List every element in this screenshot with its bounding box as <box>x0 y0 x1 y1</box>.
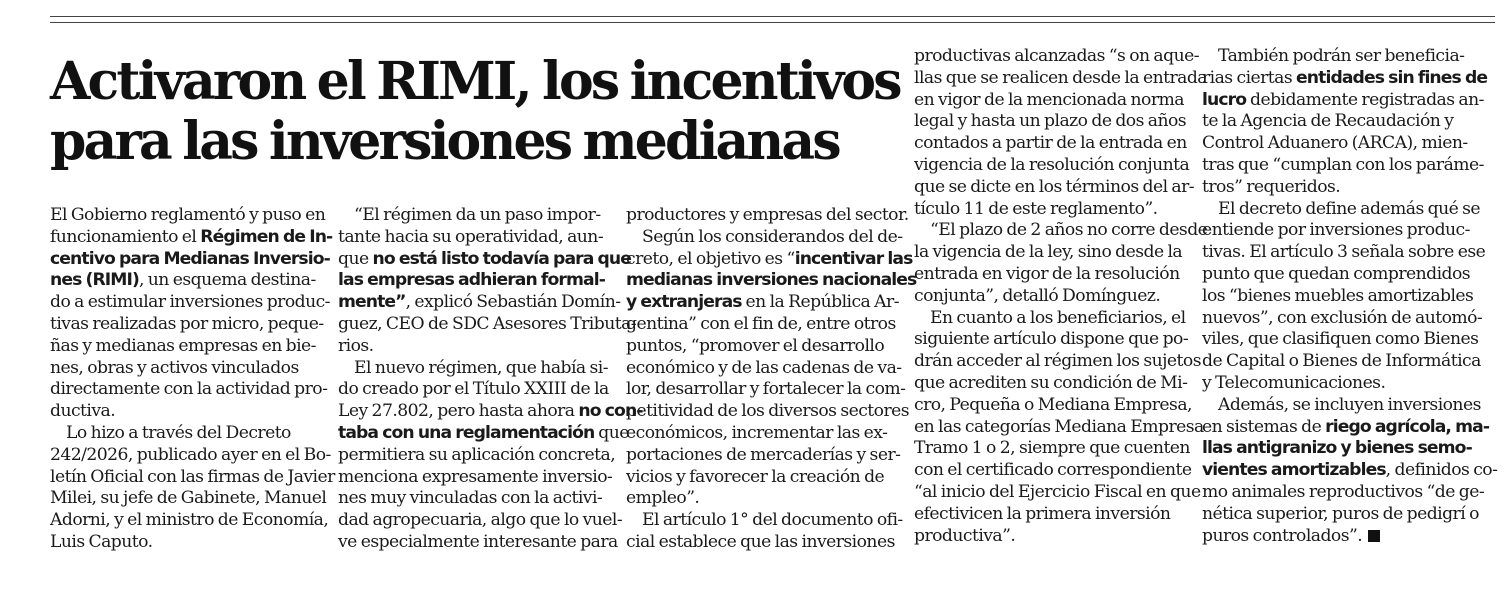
text-run: cro, Pequeña o Mediana Empresa, <box>914 394 1192 415</box>
text-line <box>338 423 643 445</box>
text-run: do creado por el Título XXIII de la <box>338 379 609 400</box>
text-line <box>1202 133 1497 155</box>
text-run: entrada en vigor de la resolución <box>914 263 1180 284</box>
text-run: productores y empresas del sector. <box>626 205 909 225</box>
text-line <box>1202 220 1497 242</box>
text-line <box>914 90 1207 112</box>
bold-text-run: mente” <box>338 292 406 313</box>
text-line <box>1202 438 1497 460</box>
text-line <box>914 351 1207 373</box>
text-line <box>50 488 335 510</box>
text-line <box>626 510 916 532</box>
text-run: Control Aduanero (ARCA), mien- <box>1202 133 1468 154</box>
text-run: económico y de las cadenas de va- <box>626 357 902 378</box>
text-run: puros controlados”. <box>1202 525 1363 546</box>
text-line <box>626 467 916 489</box>
text-run: El decreto define además qué se <box>1218 198 1481 219</box>
text-line <box>914 308 1207 330</box>
text-line <box>338 401 643 423</box>
text-run: y Telecomunicaciones. <box>1202 372 1386 393</box>
text-run: efectivicen la primera inversión <box>914 503 1171 524</box>
text-line <box>626 532 916 554</box>
text-run: que <box>338 248 373 269</box>
text-line <box>1202 460 1497 482</box>
text-line <box>50 227 335 249</box>
top-rule <box>50 16 1495 17</box>
text-run: Según los considerandos del de- <box>642 226 903 247</box>
text-run: Ley 27.802, pero hasta ahora <box>338 401 579 422</box>
text-run: mo animales reproductivos “de ge- <box>1202 481 1485 502</box>
text-line <box>50 270 335 292</box>
text-run: la vigencia de la ley, sino desde la <box>914 242 1183 263</box>
text-line <box>914 329 1207 351</box>
bold-text-run: Régimen de In- <box>200 226 333 247</box>
text-run: legal y hasta un plazo de dos años <box>914 111 1187 132</box>
text-run: en vigor de la mencionada norma <box>914 89 1184 110</box>
text-run: en sistemas de <box>1202 416 1326 437</box>
text-line <box>914 526 1207 548</box>
bold-text-run: taba con una reglamentación <box>338 422 595 443</box>
text-run: de Capital o Bienes de Informática <box>1202 351 1481 372</box>
text-line <box>626 445 916 467</box>
text-line <box>914 504 1207 526</box>
text-run: vicios y favorecer la creación de <box>626 466 885 487</box>
text-run: tante hacia su operatividad, aun- <box>338 226 604 247</box>
text-line <box>338 270 643 292</box>
text-run: debidamente registradas an- <box>1246 89 1484 110</box>
text-run: portaciones de mercaderías y ser- <box>626 444 901 465</box>
text-run: puntos, “promover el desarrollo <box>626 335 885 356</box>
text-run: ductiva. <box>50 401 116 422</box>
text-line <box>1202 90 1497 112</box>
text-line <box>1202 351 1497 373</box>
bold-text-run: no con- <box>578 401 643 422</box>
text-line <box>914 482 1207 504</box>
text-line <box>338 227 643 249</box>
text-run: tículo 11 de este reglamento”. <box>914 198 1158 219</box>
bold-text-run: medianas inversiones nacionales <box>626 270 917 291</box>
text-line <box>914 68 1207 90</box>
text-line <box>338 358 643 380</box>
text-run: funcionamiento el <box>50 226 201 247</box>
text-run: tivas. El artículo 3 señala sobre ese <box>1202 242 1486 263</box>
bold-text-run: y extranjeras <box>626 292 742 313</box>
text-run: El Gobierno reglamentó y puso en <box>50 205 326 225</box>
text-line <box>1202 199 1497 221</box>
text-line <box>50 445 335 467</box>
text-line <box>626 249 916 271</box>
text-run: , explicó Sebastián Domín- <box>405 292 621 313</box>
bold-text-run: lucro <box>1202 89 1247 110</box>
text-line <box>338 445 643 467</box>
text-run: siguiente artículo dispone que po- <box>914 329 1189 350</box>
text-run: También podrán ser beneficia- <box>1218 46 1465 66</box>
text-line <box>1202 111 1497 133</box>
text-run: nuevos”, con exclusión de automó- <box>1202 307 1483 328</box>
bold-text-run: riego agrícola, ma- <box>1325 416 1490 437</box>
text-run: 242/2026, publicado ayer en el Bo- <box>50 444 331 465</box>
text-line <box>338 467 643 489</box>
text-line <box>1202 504 1497 526</box>
text-line <box>338 205 643 227</box>
text-line <box>914 220 1207 242</box>
text-line <box>338 532 643 554</box>
text-line <box>626 270 916 292</box>
text-line <box>1202 395 1497 417</box>
text-line <box>626 314 916 336</box>
text-run: viles, que clasifiquen como Bienes <box>1202 329 1479 350</box>
text-line <box>914 417 1207 439</box>
text-run: Luis Caputo. <box>50 531 153 552</box>
article-column-4 <box>914 46 1207 547</box>
text-run: gentina” con el fin de, entre otros <box>626 313 896 334</box>
text-line <box>50 292 335 314</box>
text-run: que <box>594 422 629 443</box>
text-line <box>1202 482 1497 504</box>
text-run: empleo”. <box>626 488 700 509</box>
bold-text-run: entidades sin fines de <box>1296 67 1488 88</box>
text-line <box>50 532 335 554</box>
end-of-article-mark <box>1368 530 1380 542</box>
article-column-1 <box>50 205 335 554</box>
text-run: “El plazo de 2 años no corre desde <box>930 220 1208 241</box>
text-run: nes muy vinculadas con la activi- <box>338 488 603 509</box>
text-run: El artículo 1° del documento ofi- <box>642 510 903 531</box>
text-line <box>914 395 1207 417</box>
bold-text-run: vientes amortizables <box>1202 460 1386 481</box>
text-run: tros” requeridos. <box>1202 176 1341 197</box>
text-line <box>1202 264 1497 286</box>
text-run: llas que se realicen desde la entrada <box>914 67 1207 88</box>
text-line <box>50 510 335 532</box>
article-column-5 <box>1202 46 1497 547</box>
text-run: los “bienes muebles amortizables <box>1202 285 1474 306</box>
text-line <box>338 249 643 271</box>
text-line <box>1202 242 1497 264</box>
headline-line-1: Activaron el RIMI, los incentivos <box>50 51 900 112</box>
text-line <box>50 467 335 489</box>
text-run: te la Agencia de Recaudación y <box>1202 111 1454 132</box>
text-line <box>1202 177 1497 199</box>
text-line <box>50 205 335 227</box>
text-run: rias ciertas <box>1202 67 1297 88</box>
text-line <box>626 488 916 510</box>
text-line <box>1202 329 1497 351</box>
text-line <box>914 438 1207 460</box>
text-line <box>338 510 643 532</box>
text-line <box>914 373 1207 395</box>
text-line <box>1202 526 1497 548</box>
text-run: vigencia de la resolución conjunta <box>914 154 1190 175</box>
article-column-3 <box>626 205 916 554</box>
text-run: creto, el objetivo es “ <box>626 248 795 269</box>
text-line <box>50 423 335 445</box>
text-run: do a estimular inversiones produc- <box>50 292 330 313</box>
text-run: que se dicte en los términos del ar- <box>914 176 1195 197</box>
text-run: productivas alcanzadas “s on aque- <box>914 46 1199 66</box>
text-line <box>914 242 1207 264</box>
text-line <box>338 336 643 358</box>
text-line <box>1202 286 1497 308</box>
text-run: drán acceder al régimen los sujetos <box>914 351 1201 372</box>
text-run: En cuanto a los beneficiarios, el <box>930 307 1186 328</box>
top-rule-secondary <box>50 22 1495 23</box>
text-run: nética superior, puros de pedigrí o <box>1202 503 1479 524</box>
text-line <box>1202 46 1497 68</box>
text-run: letín Oficial con las firmas de Javier <box>50 466 335 487</box>
text-line <box>626 379 916 401</box>
text-run: punto que quedan comprendidos <box>1202 263 1471 284</box>
text-line <box>50 314 335 336</box>
text-run: en la República Ar- <box>741 292 899 313</box>
text-run: conjunta”, detalló Domínguez. <box>914 285 1161 306</box>
text-line <box>914 155 1207 177</box>
text-line <box>338 292 643 314</box>
text-run: guez, CEO de SDC Asesores Tributa- <box>338 313 637 334</box>
text-line <box>626 358 916 380</box>
text-line <box>1202 308 1497 330</box>
text-line <box>338 488 643 510</box>
text-run: rios. <box>338 335 374 356</box>
text-run: productiva”. <box>914 525 1016 546</box>
text-line <box>626 205 916 227</box>
bold-text-run: incentivar las <box>794 248 913 269</box>
text-run: permitiera su aplicación concreta, <box>338 444 616 465</box>
text-run: que acrediten su condición de Mi- <box>914 372 1188 393</box>
text-run: dad agropecuaria, algo que lo vuel- <box>338 510 623 531</box>
text-line <box>914 264 1207 286</box>
bold-text-run: centivo para Medianas Inversio- <box>50 248 330 269</box>
text-run: menciona expresamente inversio- <box>338 466 613 487</box>
text-run: ve especialmente interesante para <box>338 531 618 552</box>
headline <box>50 52 900 172</box>
text-line <box>914 133 1207 155</box>
text-run: en las categorías Mediana Empresa <box>914 416 1204 437</box>
text-line <box>626 423 916 445</box>
bold-text-run: no está listo todavía para que <box>372 248 632 269</box>
text-run: “El régimen da un paso impor- <box>354 205 601 225</box>
text-run: El nuevo régimen, que había si- <box>354 357 608 378</box>
text-line <box>914 199 1207 221</box>
text-line <box>626 336 916 358</box>
text-line <box>1202 155 1497 177</box>
text-line <box>626 292 916 314</box>
text-line <box>626 401 916 423</box>
text-line <box>1202 417 1497 439</box>
text-run: Adorni, y el ministro de Economía, <box>50 510 329 531</box>
text-run: tras que “cumplan con los paráme- <box>1202 154 1484 175</box>
text-run: petitividad de los diversos sectores <box>626 401 909 422</box>
text-line <box>914 46 1207 68</box>
text-run: , un esquema destina- <box>138 270 316 291</box>
text-run: directamente con la actividad pro- <box>50 379 328 400</box>
text-line <box>338 314 643 336</box>
text-run: nes, obras y activos vinculados <box>50 357 299 378</box>
text-run: tivas realizadas por micro, peque- <box>50 313 324 334</box>
text-run: Además, se incluyen inversiones <box>1218 394 1481 415</box>
text-run: , definidos co- <box>1385 460 1498 481</box>
text-line <box>50 379 335 401</box>
text-line <box>338 379 643 401</box>
text-run: Milei, su jefe de Gabinete, Manuel <box>50 488 327 509</box>
text-run: “al inicio del Ejercicio Fiscal en que <box>914 481 1201 502</box>
text-run: lor, desarrollar y fortalecer la com- <box>626 379 906 400</box>
text-line <box>50 336 335 358</box>
text-line <box>626 227 916 249</box>
text-line <box>50 249 335 271</box>
text-line <box>914 177 1207 199</box>
text-line <box>914 460 1207 482</box>
text-run: ñas y medianas empresas en bie- <box>50 335 316 356</box>
text-run: cial establece que las inversiones <box>626 531 895 552</box>
text-run: Lo hizo a través del Decreto <box>66 422 291 443</box>
bold-text-run: nes (RIMI) <box>50 270 139 291</box>
text-line <box>1202 68 1497 90</box>
text-line <box>914 111 1207 133</box>
text-line <box>50 401 335 423</box>
article-column-2 <box>338 205 643 554</box>
text-line <box>50 358 335 380</box>
text-run: Tramo 1 o 2, siempre que cuenten <box>914 438 1190 459</box>
text-line <box>914 286 1207 308</box>
text-run: con el certificado correspondiente <box>914 460 1192 481</box>
bold-text-run: las empresas adhieran formal- <box>338 270 605 291</box>
bold-text-run: llas antigranizo y bienes semo- <box>1202 438 1472 459</box>
text-line <box>1202 373 1497 395</box>
text-run: entiende por inversiones produc- <box>1202 220 1470 241</box>
text-run: contados a partir de la entrada en <box>914 133 1187 154</box>
headline-line-2: para las inversiones medianas <box>50 111 839 172</box>
text-run: económicos, incrementar las ex- <box>626 422 888 443</box>
